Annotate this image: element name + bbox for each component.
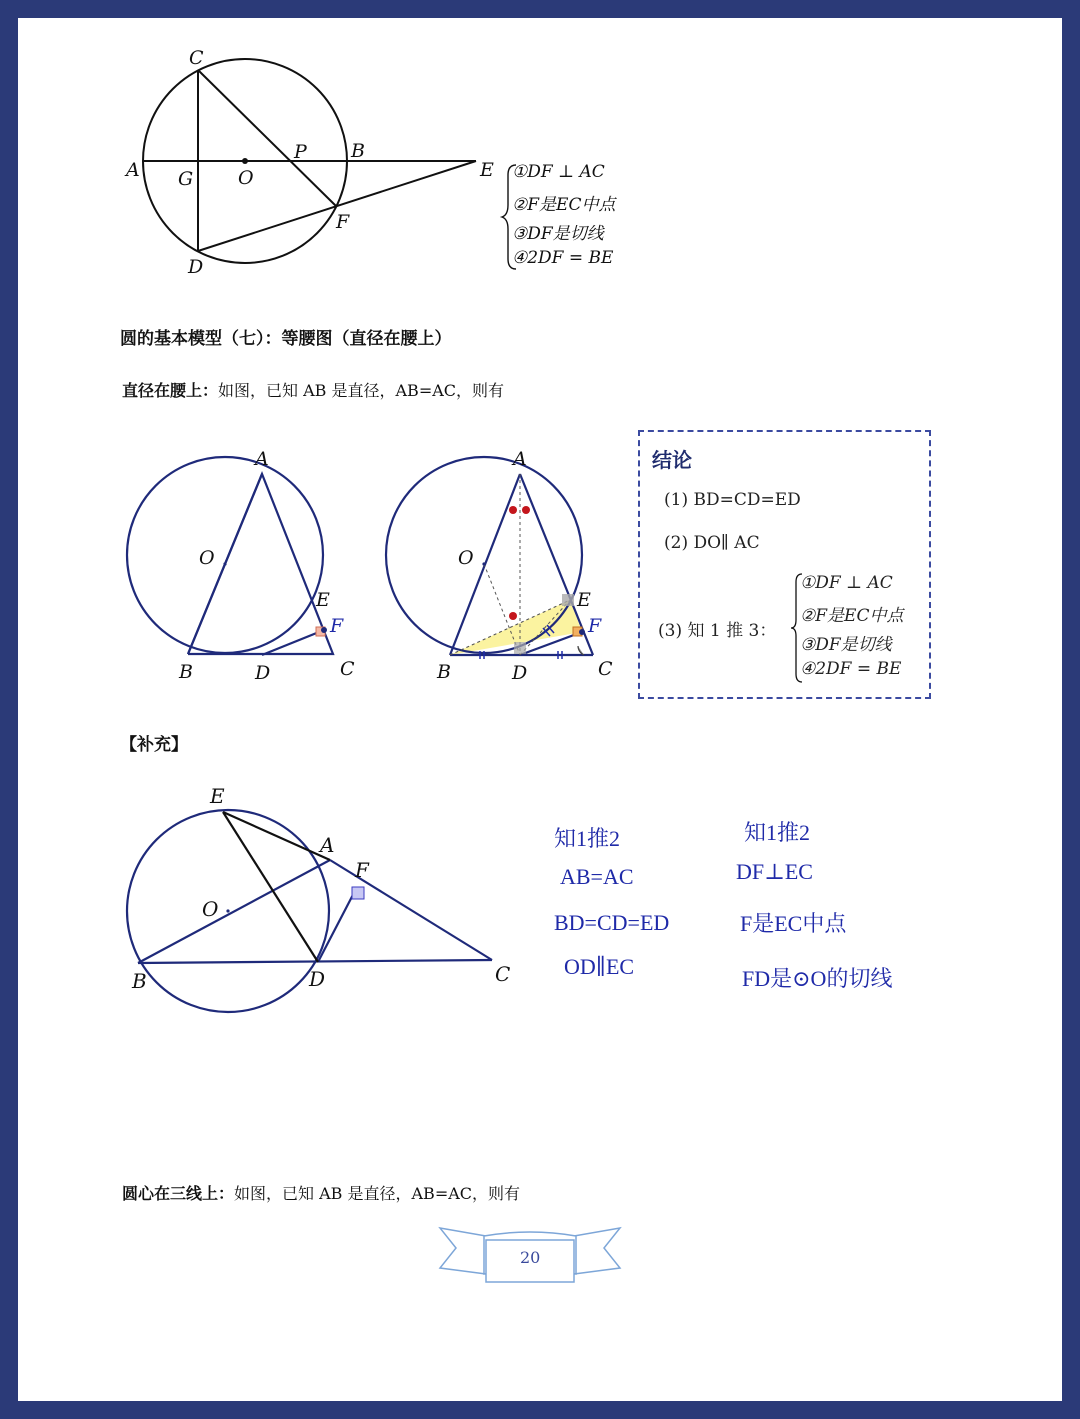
page [18,18,1062,1401]
intro2-paragraph [122,1181,520,1204]
fig1-label-o: O [238,167,254,189]
fig1-label-g: G [178,168,194,190]
fig2-label-c: C [340,658,355,680]
fig4-label-f: F [355,858,369,882]
fig2-label-a: A [255,448,269,470]
figure-4-diagram [18,778,538,1018]
fig4-label-d: D [309,967,326,991]
fig3-label-a: A [513,448,527,470]
conclusion-list-1: ①DF ⊥ AC [800,573,893,593]
conclusion-list-3: ③DF是切线 [800,635,892,655]
fig3-label-c: C [598,658,613,680]
blue-left-line-3: OD∥EC [564,954,635,979]
fig1-condition-1: ①DF ⊥ AC [512,162,605,182]
fig4-label-e: E [210,784,225,808]
intro-text: 如图，已知 AB 是直径，AB=AC，则有 [218,381,505,400]
intro2-text: 如图，已知 AB 是直径，AB=AC，则有 [234,1184,521,1203]
blue-left-line-1: AB=AC [560,864,634,889]
fig1-label-c: C [189,47,204,69]
section-title: 圆的基本模型（七）：等腰图（直径在腰上） [120,329,452,349]
fig4-label-o: O [202,897,219,921]
supplement-title: 【补充】 [120,735,188,755]
fig1-label-b: B [351,140,365,162]
fig1-label-f: F [336,211,350,233]
fig2-label-o: O [199,547,215,569]
fig2-label-e: E [316,589,330,611]
blue-left-line-2: BD=CD=ED [554,910,670,935]
fig1-label-p: P [294,141,307,163]
blue-left-title: 知1推2 [554,826,621,851]
conclusion-box [638,430,931,699]
fig2-label-d: D [255,662,271,684]
conclusion-item-2: (2) DO∥ AC [664,533,760,553]
fig4-label-b: B [132,969,147,993]
fig1-label-e: E [480,159,494,181]
blue-right-line-1: DF⊥EC [736,859,813,884]
blue-right-line-3: FD是⊙O的切线 [742,966,893,991]
fig3-label-f: F [588,615,602,637]
fig3-label-o: O [458,547,474,569]
fig1-label-d: D [188,256,204,278]
fig4-label-c: C [495,962,511,986]
fig3-label-d: D [512,662,528,684]
intro-label: 直径在腰上： [122,381,219,400]
fig2-label-b: B [179,661,193,683]
fig2-label-f: F [330,615,344,637]
fig3-label-b: B [437,661,451,683]
conclusion-list-2: ②F是EC中点 [800,606,904,626]
blue-right-title: 知1推2 [744,820,811,845]
fig3-label-e: E [577,589,591,611]
conclusion-title: 结论 [652,448,692,472]
figure-2-3-diagrams [18,438,638,698]
intro-paragraph [122,378,504,401]
conclusion-item-1: (1) BD=CD=ED [664,490,801,510]
intro2-label: 圆心在三线上： [122,1184,235,1203]
fig1-condition-3: ③DF是切线 [512,224,604,244]
fig4-label-a: A [320,833,335,857]
conclusion-list-4: ④2DF = BE [800,659,902,679]
fig1-condition-2: ②F是EC中点 [512,195,616,215]
blue-right-line-2: F是EC中点 [740,911,847,936]
fig1-condition-4: ④2DF = BE [512,248,614,268]
fig1-label-a: A [126,159,140,181]
page-number: 20 [520,1248,541,1267]
conclusion-item-3-label: (3) 知 1 推 3： [658,621,777,641]
